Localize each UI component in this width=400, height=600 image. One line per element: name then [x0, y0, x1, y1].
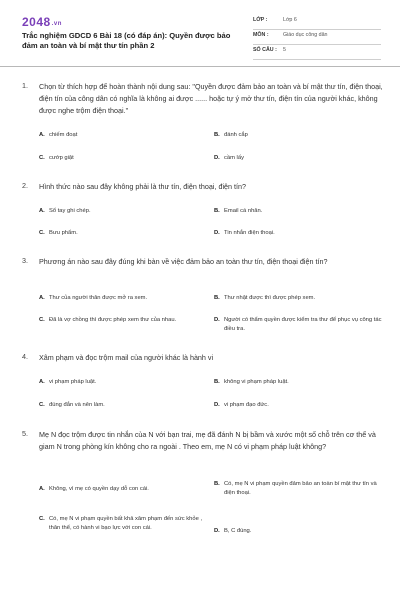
option-text: chiếm đoạt — [49, 132, 78, 138]
option-letter: C. — [39, 230, 45, 236]
option-letter: C. — [39, 317, 45, 323]
option-b[interactable] — [214, 207, 384, 216]
option-text: vi phạm pháp luật. — [49, 379, 97, 385]
option-text: Thư của người thân được mở ra xem. — [49, 295, 148, 301]
option-letter: A. — [39, 379, 45, 385]
meta-value: Giáo dục công dân — [283, 32, 328, 38]
option-letter: C. — [39, 155, 45, 161]
question-number: 5. — [22, 429, 28, 438]
question-number: 2. — [22, 181, 28, 190]
page-title: Trắc nghiệm GDCD 6 Bài 18 (có đáp án): Quyền được bảo đảm an toàn và bí mật thư tín phần 2 — [22, 31, 231, 50]
option-text: Có, mẹ N vi phạm quyền bất khả xâm phạm đến sức khỏe , thân thể, có hành vi bạo lực với con cái. — [49, 516, 203, 531]
question-number: 4. — [22, 352, 28, 361]
option-c[interactable] — [39, 229, 204, 238]
option-text: đánh cắp — [224, 132, 248, 138]
option-c[interactable] — [39, 316, 204, 325]
option-letter: D. — [214, 155, 220, 161]
option-c[interactable] — [39, 515, 204, 533]
meta-value: 5 — [283, 47, 286, 53]
option-text: B, C đúng. — [224, 528, 252, 534]
option-letter: B. — [214, 295, 220, 301]
option-letter: B. — [214, 379, 220, 385]
option-text: Không, vì mẹ có quyền dạy dỗ con cái. — [49, 486, 149, 492]
option-d[interactable] — [214, 401, 384, 410]
option-letter: A. — [39, 208, 45, 214]
meta-value: Lớp 6 — [283, 17, 297, 23]
header-divider — [0, 66, 400, 67]
option-letter: B. — [214, 481, 220, 487]
option-text: cầm lấy — [224, 155, 244, 161]
option-text: không vi phạm pháp luật. — [224, 379, 289, 385]
option-d[interactable] — [214, 527, 384, 536]
question-text: Xâm phạm và đọc trộm mail của người khác là hành vi — [39, 353, 214, 362]
option-a[interactable] — [39, 378, 204, 387]
option-letter: D. — [214, 317, 220, 323]
option-letter: C. — [39, 516, 45, 522]
option-c[interactable] — [39, 401, 204, 410]
logo-suffix: .vn — [51, 21, 62, 27]
option-a[interactable] — [39, 131, 204, 140]
option-letter: C. — [39, 402, 45, 408]
question-text: Chọn từ thích hợp để hoàn thành nội dung sau: "Quyền được đảm bảo an toàn và bí mật thư tín, điện thoại, điện tín của công dân có nghĩa là không ai được ...... hoặc tự ý mở thư tín, điện tín của người khác, không được nghe trộm điện thoại." — [39, 82, 383, 115]
question-number: 1. — [22, 81, 28, 90]
page-header — [0, 0, 400, 66]
option-b[interactable] — [214, 131, 384, 140]
meta-row-count — [253, 45, 381, 60]
question-text: Phương án nào sau đây đúng khi bàn về việc đảm bảo an toàn thư tín, điện thoại điện tín? — [39, 257, 328, 266]
option-letter: D. — [214, 528, 220, 534]
site-logo[interactable] — [22, 15, 62, 29]
option-text: Đã là vợ chồng thì được phép xem thư của nhau. — [49, 317, 177, 323]
meta-key: LỚP : — [253, 17, 268, 23]
question-text: Mẹ N đọc trộm được tin nhắn của N với bạn trai, mẹ đã đánh N bị bầm và xước một số chỗ trên cơ thể và giam N trong phòng kín không cho ra ngoài . Theo em, mẹ N có vi phạm pháp luật không? — [39, 430, 376, 451]
option-c[interactable] — [39, 154, 204, 163]
option-b[interactable] — [214, 480, 384, 498]
option-d[interactable] — [214, 154, 384, 163]
meta-box — [253, 15, 381, 60]
option-text: Bưu phẩm. — [49, 230, 78, 236]
option-letter: D. — [214, 230, 220, 236]
logo-text: 2048 — [22, 15, 51, 29]
option-d[interactable] — [214, 316, 384, 334]
question-number: 3. — [22, 256, 28, 265]
option-letter: B. — [214, 208, 220, 214]
option-b[interactable] — [214, 294, 384, 303]
option-text: cướp giật — [49, 155, 74, 161]
meta-key: SỐ CÂU : — [253, 47, 277, 53]
option-letter: D. — [214, 402, 220, 408]
option-text: vi phạm đạo đức. — [224, 402, 269, 408]
option-d[interactable] — [214, 229, 384, 238]
question-text: Hình thức nào sau đây không phải là thư tín, điện thoại, điện tín? — [39, 182, 247, 191]
option-letter: A. — [39, 486, 45, 492]
option-text: Tin nhắn điện thoại. — [224, 230, 275, 236]
meta-key: MÔN : — [253, 32, 269, 38]
option-text: Người có thẩm quyền được kiểm tra thư để phục vụ công tác điều tra. — [224, 317, 382, 332]
option-text: Sổ tay ghi chép. — [49, 208, 91, 214]
option-a[interactable] — [39, 294, 204, 303]
option-a[interactable] — [39, 207, 204, 216]
option-text: đúng đắn và nên làm. — [49, 402, 105, 408]
option-text: Có, mẹ N vi phạm quyền đảm bảo an toàn bí mật thư tín và điện thoại. — [224, 481, 377, 496]
option-text: Thư nhặt được thì được phép xem. — [224, 295, 316, 301]
option-letter: B. — [214, 132, 220, 138]
option-a[interactable] — [39, 485, 204, 494]
option-letter: A. — [39, 132, 45, 138]
meta-row-class — [253, 15, 381, 30]
meta-row-subject — [253, 30, 381, 45]
option-text: Email cá nhân. — [224, 208, 263, 214]
option-b[interactable] — [214, 378, 384, 387]
option-letter: A. — [39, 295, 45, 301]
